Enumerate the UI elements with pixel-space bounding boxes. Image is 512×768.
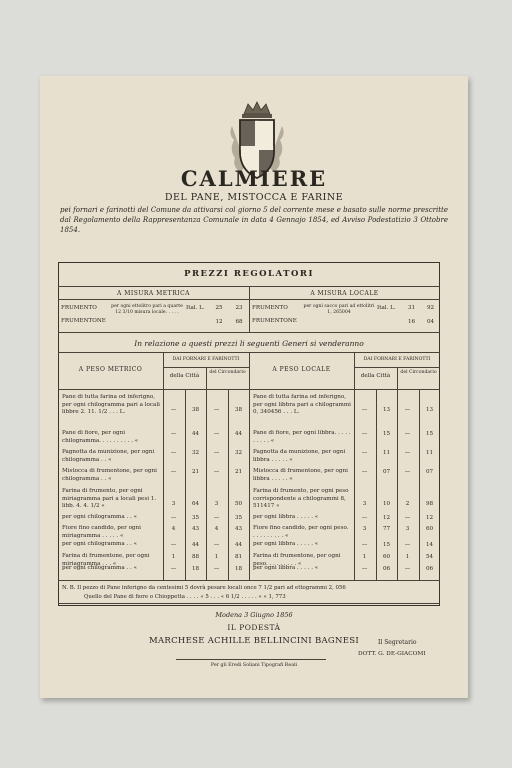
local-product-price: 06 [425,566,434,572]
printer-credit: Per gli Eredi Soliani Tipografi Reali [210,663,298,668]
local-grain-currency: Ital. L. [377,305,396,311]
metric-product-price: 44 [234,542,243,548]
local-product-label: Pane di fiore, per ogni libbra. . . . . . . . . . « [253,430,351,444]
metric-product-price: 4 [171,526,176,532]
metric-product-price: 32 [191,450,200,456]
local-product-price: 3 [405,526,410,532]
local-product-price: 12 [382,515,391,521]
local-product-price: — [404,407,411,413]
metric-product-price: — [170,566,177,572]
metric-product-price: 44 [191,431,200,437]
metric-product-price: 64 [191,501,200,507]
metric-grain-unit: per ogni ettolitro pari a quarte 12 3/10 misura locale. . . . . [111,304,183,316]
local-product-price: — [404,566,411,572]
local-product-price: 15 [382,542,391,548]
metric-grain-currency: Ital. L. [186,305,205,311]
table-column-rule [397,389,398,580]
metric-product-price: 18 [191,566,200,572]
local-product-price: 1 [362,554,367,560]
local-product-price: 07 [425,469,434,475]
table-column-rule [376,389,377,580]
local-product-label: Farina di frumentone, per ogni peso. . . . . . . . . « [253,553,341,567]
local-heading: A MISURA LOCALE [310,290,379,297]
local-product-price: 14 [425,542,434,548]
table-column-rule [419,389,420,580]
metric-product-price: — [213,450,220,456]
local-product-price: 13 [382,407,391,413]
peso-metrico-heading: A PESO METRICO [78,366,143,373]
metric-product-price: 88 [191,554,200,560]
metric-product-label: Fiore fino candido, per ogni miriagramma . . . . . « [62,525,141,539]
local-product-price: — [361,407,368,413]
metric-product-price: 21 [191,469,200,475]
table-title: PREZZI REGOLATORI [184,269,314,279]
secretary-title: Il Segretario [378,639,417,646]
local-product-price: 07 [382,469,391,475]
document-date: Modena 3 Giugno 1856 [215,611,293,619]
local-citta-heading: della Città [360,373,391,379]
metric-product-price: — [213,407,220,413]
metric-sellers-heading: DAI FORNARI E FARINOTTI [172,357,240,362]
local-product-label: Pagnotta da munizione, per ogni libbra . . . . . « [253,449,346,463]
metric-product-price: 43 [191,526,200,532]
local-product-price: 2 [405,501,410,507]
metric-product-label: Mistocca di frumentone, per ogni chilogramma . . « [62,468,157,482]
secretary-name: DOTT. G. DE-GIACOMI [358,651,426,657]
local-product-price: 1 [405,554,410,560]
metric-product-price: 43 [234,526,243,532]
table-column-rule [249,352,250,580]
local-product-price: — [361,515,368,521]
table-rule [58,332,440,333]
local-product-price: — [361,542,368,548]
table-column-rule [354,389,355,580]
page-title: CALMIERE [180,166,328,191]
metric-product-price: 44 [234,431,243,437]
mayor-name: MARCHESE ACHILLE BELLINCINI BAGNESI [148,636,360,646]
metric-product-price: — [170,450,177,456]
mayor-title: IL PODESTÀ [227,623,281,632]
local-product-label: per ogni libbra . . . . . « [253,541,319,547]
local-product-price: 77 [382,526,391,532]
table-column-rule [228,389,229,580]
local-product-price: 54 [425,554,434,560]
local-grain-value: 04 [426,319,435,325]
metric-product-label: Pane di tutta farina od inferigno, per ogni chilogramma pari a locali libbre 2. 11. 1/2 . . . L. [62,394,160,416]
local-grain-2: FRUMENTONE [252,318,297,324]
metric-product-price: — [213,515,220,521]
metric-product-price: — [213,566,220,572]
metric-grain-value: 25 [215,305,223,311]
local-grain-unit: per ogni sacco pari ad ettolitri 1, 265004 [303,304,375,316]
metric-product-price: 1 [214,554,219,560]
local-product-price: 60 [425,526,434,532]
local-sellers-heading: DAI FORNARI E FARINOTTI [363,357,431,362]
local-product-price: 3 [362,501,367,507]
note-line-1: N. B. Il pezzo di Pane inferigno da centesimi 5 dovrà pesare locali once 7 1/2 pari ad ettogrammi 2, 056 [62,585,346,591]
peso-locale-heading: A PESO LOCALE [272,366,331,373]
metric-product-price: 18 [234,566,243,572]
table-column-rule [185,389,186,580]
local-product-price: 13 [425,407,434,413]
local-grain-value: 16 [407,319,416,325]
metric-product-price: 3 [214,501,219,507]
metric-product-price: — [170,407,177,413]
intro-paragraph: pei fornari e farinotti del Comune da attivarsi col giorno 5 del corrente mese e basato sulle norme prescritte dal Regolamento della Rappresentanza Comunale in data 4 Gennajo 1854, ed Avviso Podestatizio 3 Ottobre 1854. [60,206,448,234]
metric-product-price: 21 [234,469,243,475]
local-product-price: — [404,542,411,548]
local-product-label: Farina di frumento, per ogni peso corrispondente a chilogrammi 8, 511417 « [253,488,349,510]
local-product-price: 11 [382,450,391,456]
local-product-price: — [404,469,411,475]
metric-product-label: Farina di frumentone, per ogni miriagramma . . . « [62,553,150,567]
local-product-label: per ogni libbra . . . . . « [253,514,319,520]
local-product-price: 06 [382,566,391,572]
metric-grain-value: 23 [235,305,243,311]
metric-product-price: 32 [234,450,243,456]
metric-product-price: — [170,542,177,548]
local-product-price: — [361,469,368,475]
local-product-price: 3 [362,526,367,532]
metric-grain-2: FRUMENTONE [61,318,106,324]
metric-product-price: 35 [191,515,200,521]
metric-product-label: Pagnotta da munizione, per ogni chilogramma . . « [62,449,155,463]
metric-product-label: per ogni chilogramma . . « [62,541,137,547]
table-column-rule [206,389,207,580]
metric-product-label: Pane di fiore, per ogni chilogramma. . . . . . . . . . « [62,430,139,444]
relation-note: In relazione a questi prezzi li seguenti Generi si venderanno [134,339,364,348]
metric-product-price: — [213,431,220,437]
metric-heading: A MISURA METRICA [116,290,190,297]
metric-grain-value: 12 [215,319,223,325]
local-product-price: — [404,515,411,521]
note-line-2: Quello del Pane di fiore o Chioppetta . . . . « 5 . . . « 6 1/2 . . . . . « « 1, 773 [84,594,286,600]
local-product-price: 11 [425,450,434,456]
local-grain-1: FRUMENTO [252,305,288,311]
metric-product-price: — [213,469,220,475]
local-product-price: — [361,566,368,572]
metric-product-price: — [170,515,177,521]
local-product-price: 60 [382,554,391,560]
metric-citta-heading: della Città [169,373,200,379]
local-product-price: — [404,450,411,456]
local-product-price: 98 [425,501,434,507]
metric-product-price: 35 [234,515,243,521]
local-product-price: 10 [382,501,391,507]
local-product-price: 15 [425,431,434,437]
local-product-price: — [404,431,411,437]
local-grain-value: 92 [426,305,435,311]
local-product-label: Pane di tutta farina od inferigno, per ogni libbra pari a chilogrammi 0, 340456 . . . L. [253,394,351,416]
local-product-price: 12 [425,515,434,521]
metric-product-price: 4 [214,526,219,532]
local-product-label: Mistocca di frumentone, per ogni libbra . . . . . « [253,468,348,482]
metric-product-price: 50 [234,501,243,507]
metric-product-label: per ogni chilogramma . . « [62,565,137,571]
local-product-label: per ogni libbra . . . . . « [253,565,319,571]
local-product-price: — [361,431,368,437]
metric-product-label: Farina di frumento, per ogni miriagramma pari a locali pesi 1. libb. 4. 4. 1/2 « [62,488,157,510]
table-rule [58,603,440,604]
metric-product-price: — [170,431,177,437]
metric-grain-1: FRUMENTO [61,305,97,311]
local-grain-value: 31 [407,305,416,311]
metric-product-price: 44 [191,542,200,548]
table-rule [58,580,440,581]
metric-circondario-heading: del Circondario [209,370,246,375]
page-subtitle: DEL PANE, MISTOCCA E FARINE [164,192,344,203]
local-product-price: 15 [382,431,391,437]
metric-product-price: 38 [191,407,200,413]
local-circondario-heading: del Circondario [400,370,437,375]
metric-product-price: — [170,469,177,475]
table-column-rule [163,389,164,580]
metric-grain-value: 68 [235,319,243,325]
metric-product-price: 3 [171,501,176,507]
metric-product-price: 1 [171,554,176,560]
metric-product-price: — [213,542,220,548]
metric-product-label: per ogni chilogramma . . « [62,514,137,520]
metric-product-price: 81 [234,554,243,560]
local-product-label: Fiore fino candido, per ogni peso. . . . . . . . . . « [253,525,349,539]
footer-rule [176,659,326,660]
local-product-price: — [361,450,368,456]
metric-product-price: 38 [234,407,243,413]
